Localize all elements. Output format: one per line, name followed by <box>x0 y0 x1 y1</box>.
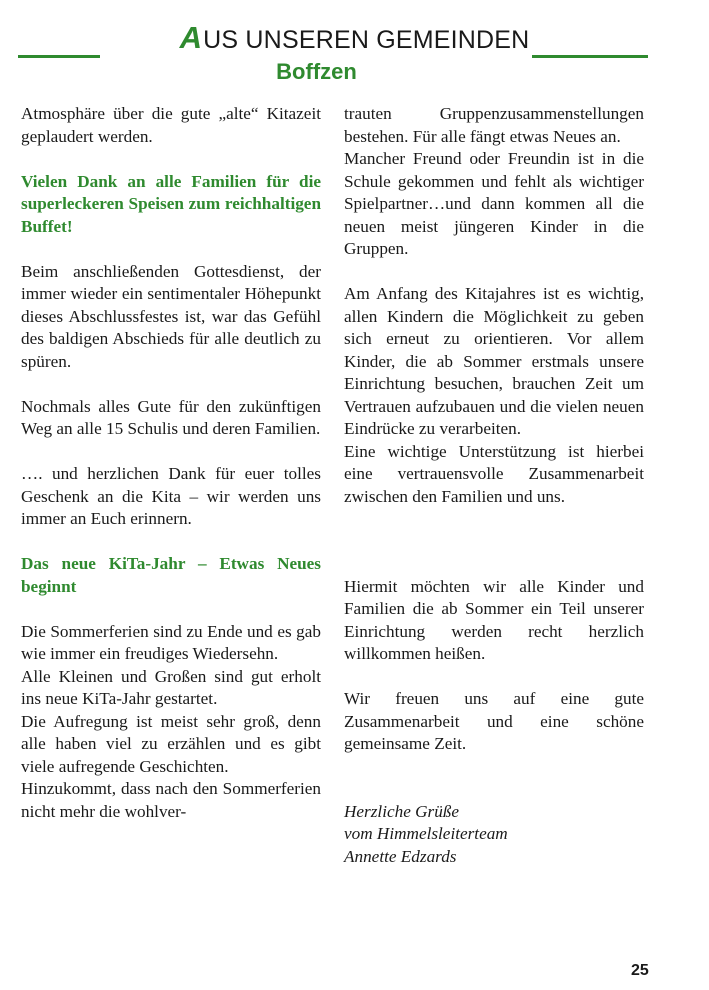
paragraph: Nochmals alles Gute für den zukünftigen Weg an alle 15 Schulis und deren Familien. <box>21 396 321 438</box>
paragraph: Wir freuen uns auf eine gute Zusammenarbeit und eine schöne gemeinsame Zeit. <box>344 689 644 753</box>
paragraph: Beim anschließenden Gottesdienst, der immer wieder ein sentimentaler Höhepunkt dieses Abschlussfestes ist, war das Gefühl des baldigen Abschieds für alle deutlich zu spüren. <box>21 261 321 371</box>
signature-name: Annette Edzards <box>344 846 457 866</box>
paragraph: …. und herzlichen Dank für euer tolles Geschenk an die Kita – wir werden uns immer an Euch erinnern. <box>21 464 321 528</box>
page-header <box>0 0 709 95</box>
left-column <box>21 103 321 823</box>
paragraph: Mancher Freund oder Freundin ist in die Schule gekommen und fehlt als wichtiger Spielpartner…und dann kommen all die neuen meist jüngeren Kinder in die Gruppen. <box>344 149 644 258</box>
title-initial: A <box>179 20 203 55</box>
section-title <box>0 20 709 56</box>
paragraph: Eine wichtige Unterstützung ist hierbei eine vertrauensvolle Zusammenarbeit zwischen den Familien und uns. <box>344 441 644 506</box>
paragraph: Hiermit möchten wir alle Kinder und Familien die ab Sommer ein Teil unserer Einrichtung werden recht herzlich willkommen heißen. <box>344 576 644 663</box>
header-rule-right <box>532 55 648 58</box>
paragraph: Alle Kleinen und Großen sind gut erholt ins neue KiTa-Jahr gestartet. <box>21 666 321 708</box>
page-number: 25 <box>631 962 649 979</box>
title-text: US UNSEREN GEMEINDEN <box>203 26 530 54</box>
signature-block <box>344 801 644 869</box>
paragraph: Am Anfang des Kitajahres ist es wichtig, allen Kindern die Möglichkeit zu geben sich erneut zu orientieren. Vor allem Kinder, die ab Sommer erstmals unsere Einrichtung besuchen, brauchen Zeit um Vertrauen aufzubauen und die vielen neuen Eindrücke zu verarbeiten. <box>344 284 644 438</box>
community-subtitle: Boffzen <box>276 59 357 84</box>
signature-team: vom Himmelsleiterteam <box>344 824 508 843</box>
highlight-heading: Vielen Dank an alle Familien für die superleckeren Speisen zum reichhaltigen Buffet! <box>21 171 321 236</box>
section-heading: Das neue KiTa-Jahr – Etwas Neues beginnt <box>21 554 321 596</box>
paragraph: trauten Gruppenzusammenstellungen bestehen. Für alle fängt etwas Neues an. <box>344 104 644 146</box>
signature-greeting: Herzliche Grüße <box>344 801 460 821</box>
paragraph: Atmosphäre über die gute „alte“ Kitazeit geplaudert werden. <box>21 104 321 146</box>
right-column <box>344 103 644 868</box>
paragraph: Hinzukommt, dass nach den Sommerferien nicht mehr die wohlver- <box>21 779 321 821</box>
paragraph: Die Aufregung ist meist sehr groß, denn alle haben viel zu erzählen und es gibt viele aufregende Geschichten. <box>21 711 321 776</box>
paragraph: Die Sommerferien sind zu Ende und es gab wie immer ein freudiges Wiedersehn. <box>21 621 321 663</box>
